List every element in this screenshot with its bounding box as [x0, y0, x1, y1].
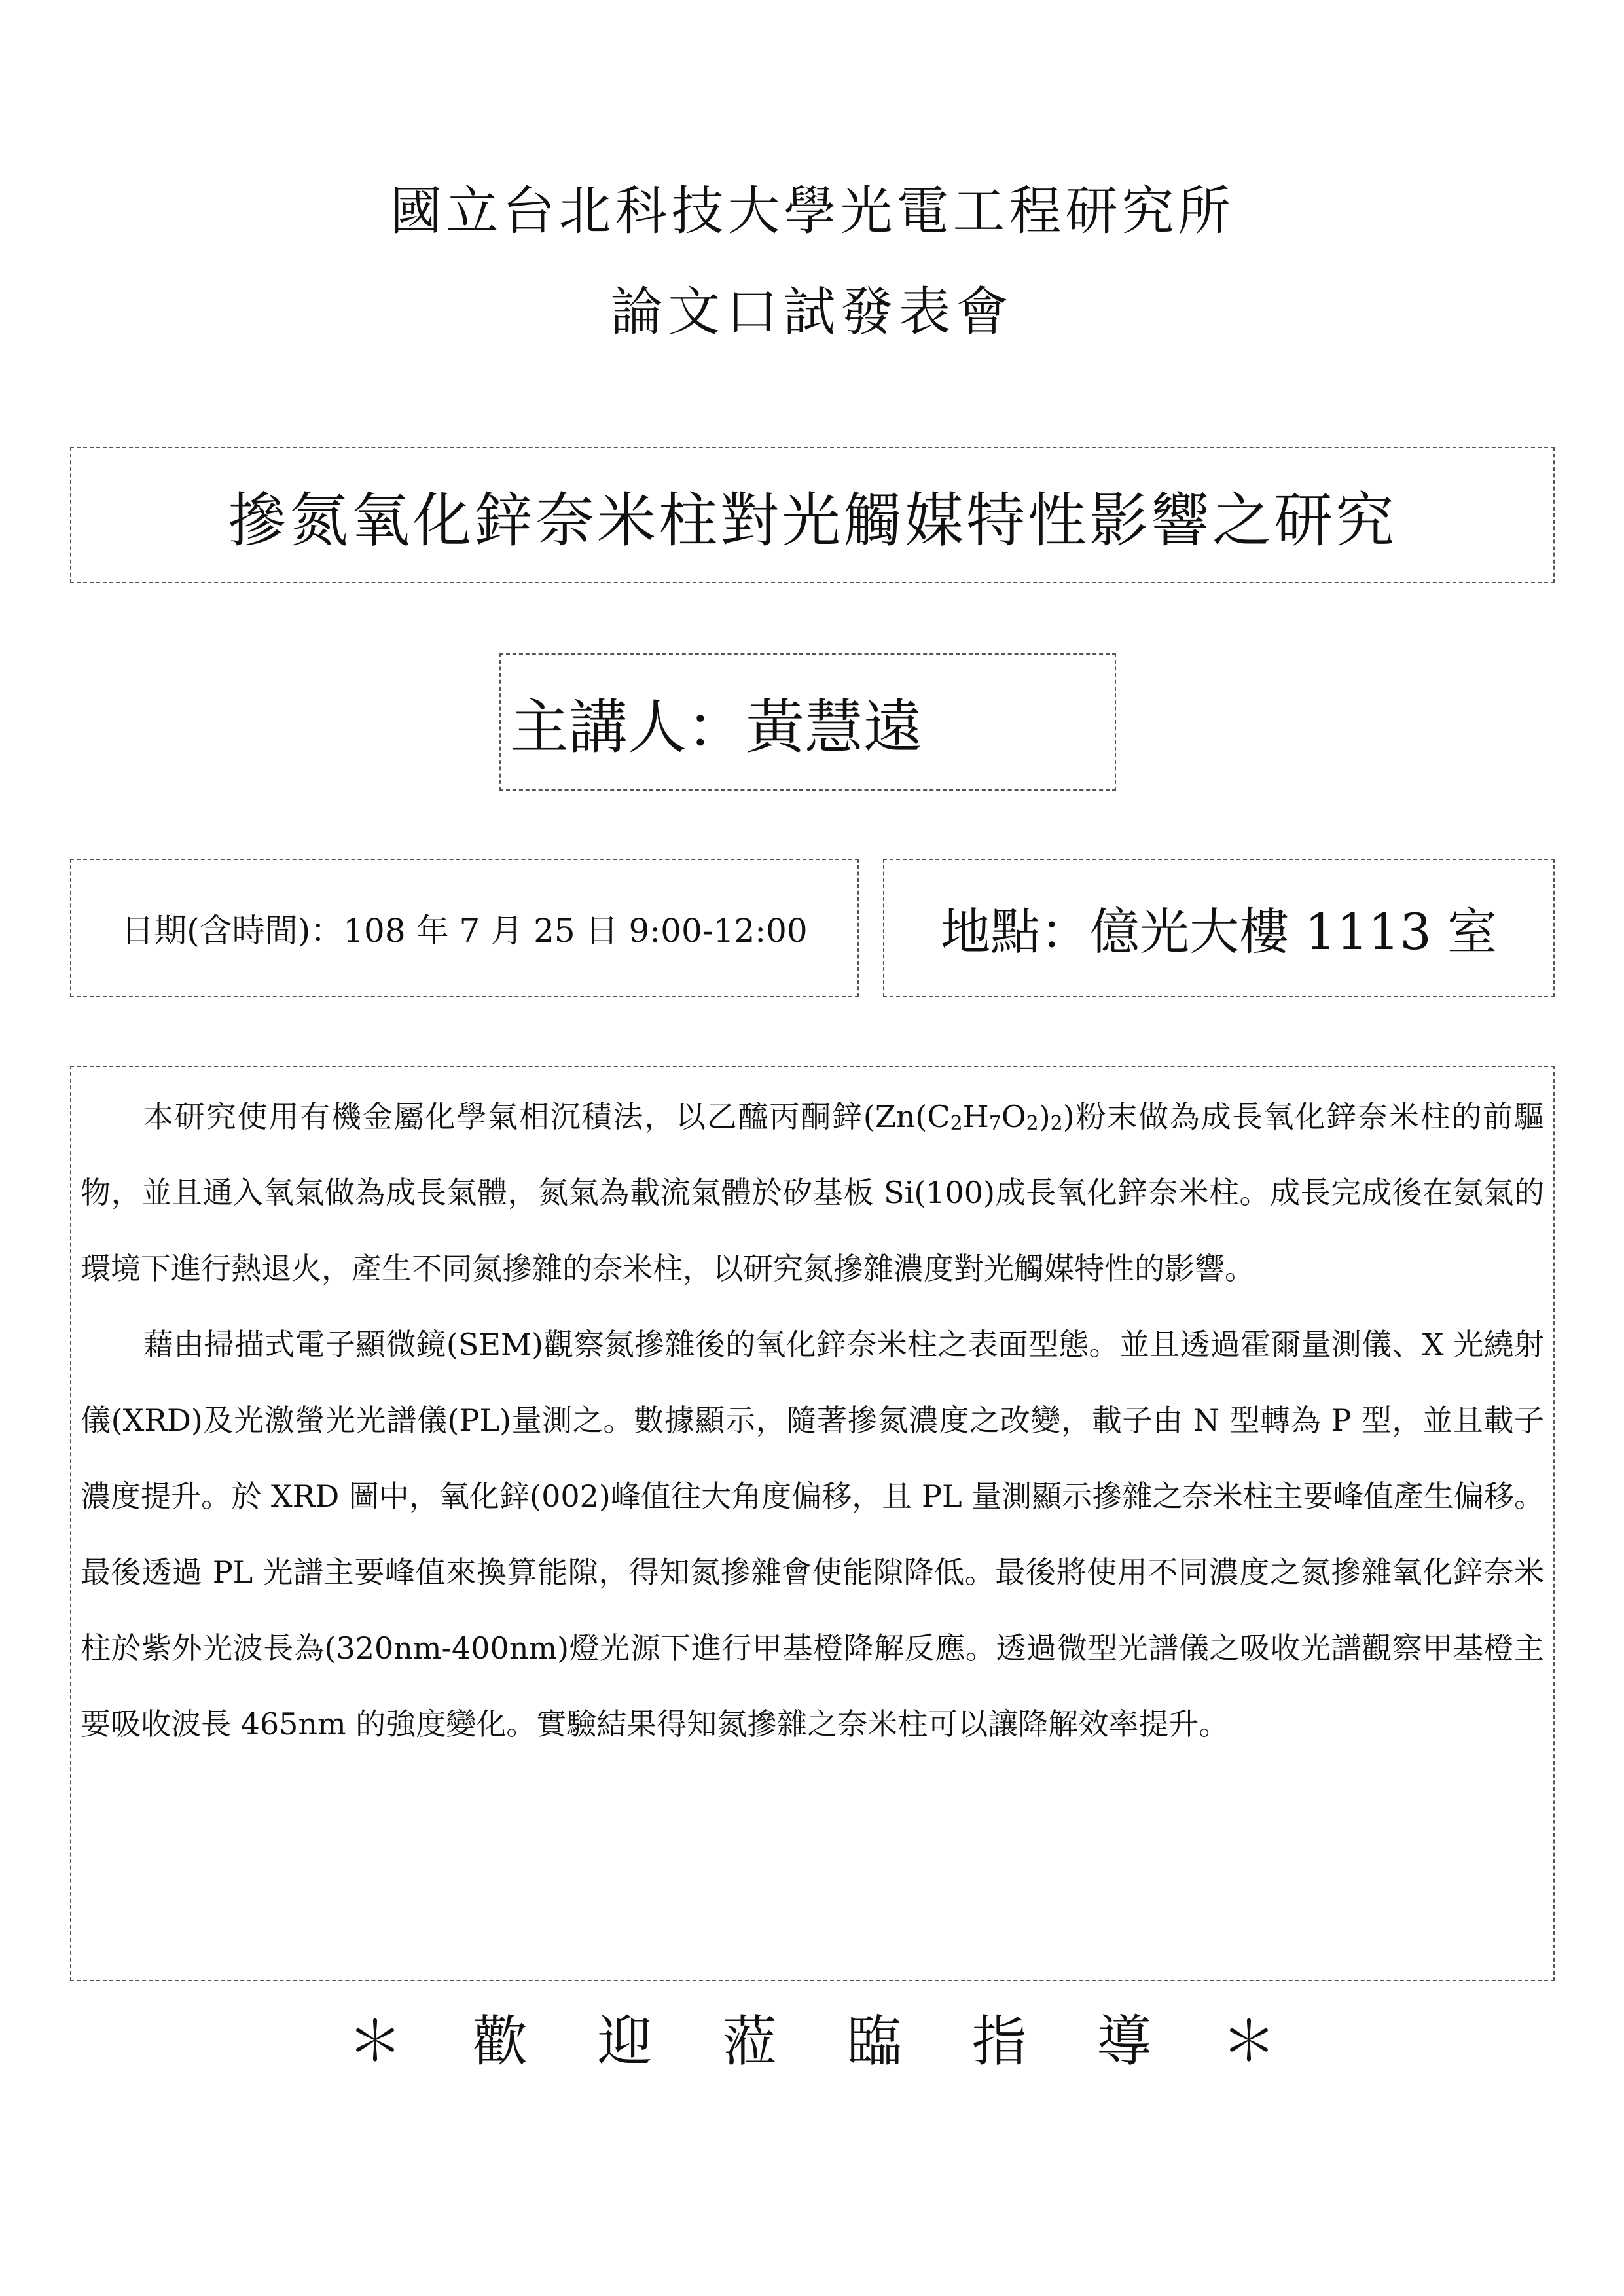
institute-heading: 國立台北科技大學光電工程研究所 — [389, 181, 1235, 242]
location-box — [883, 859, 1555, 997]
abstract-text: O — [1001, 1099, 1026, 1134]
abstract-box — [70, 1066, 1555, 1981]
closing-char: 指 — [971, 2009, 1027, 2073]
closing-char: 臨 — [846, 2009, 902, 2073]
abstract-text: H — [962, 1099, 989, 1134]
abstract-paragraph-1 — [81, 1079, 1544, 1306]
date-time-text: 日期(含時間)：108 年 7 月 25 日 9:00-12:00 — [121, 911, 808, 950]
closing-char: 歡 — [472, 2009, 528, 2073]
closing-line — [0, 1998, 1624, 2077]
speaker-label: 主講人：黃慧遠 — [510, 693, 922, 762]
subscript: 2 — [1026, 1112, 1039, 1135]
abstract-text: ) — [1038, 1099, 1051, 1134]
asterisk-mark: ＊ — [1221, 2009, 1277, 2073]
speaker-box — [499, 653, 1116, 791]
thesis-title-box — [70, 447, 1555, 583]
abstract-text: 本研究使用有機金屬化學氣相沉積法，以乙醯丙酮鋅(Zn(C — [143, 1099, 950, 1134]
asterisk-mark: ＊ — [347, 2009, 403, 2073]
abstract-text: )粉末做為成長氧化鋅奈米柱的前驅物，並且通入氧氣做為成長氣體，氮氣為載流氣體於矽基板 Si(100)成長氧化鋅奈米柱。成長完成後在氨氣的環境下進行熱退火，產生不同氮摻雜的奈米柱，以研究氮摻雜濃度對光觸媒特性的影響。 — [81, 1099, 1544, 1286]
abstract-paragraph-2: 藉由掃描式電子顯微鏡(SEM)觀察氮摻雜後的氧化鋅奈米柱之表面型態。並且透過霍爾量測儀、X 光繞射儀(XRD)及光激螢光光譜儀(PL)量測之。數據顯示，隨著摻氮濃度之改變，載子由 N 型轉為 P 型，並且載子濃度提升。於 XRD 圖中，氧化鋅(002)峰值往大角度偏移，且 PL 量測顯示摻雜之奈米柱主要峰值產生偏移。最後透過 PL 光譜主要峰值來換算能隙，得知氮摻雜會使能隙降低。最後將使用不同濃度之氮摻雜氧化鋅奈米柱於紫外光波長為(320nm-400nm)燈光源下進行甲基橙降解反應。透過微型光譜儀之吸收光譜觀察甲基橙主要吸收波長 465nm 的強度變化。實驗結果得知氮摻雜之奈米柱可以讓降解效率提升。 — [81, 1327, 1544, 1742]
closing-char: 導 — [1096, 2009, 1152, 2073]
subscript: 2 — [1050, 1112, 1063, 1135]
location-text: 地點：億光大樓 1113 室 — [941, 903, 1497, 961]
subscript: 2 — [950, 1112, 963, 1135]
subscript: 7 — [988, 1112, 1001, 1135]
thesis-title: 摻氮氧化鋅奈米柱對光觸媒特性影響之研究 — [228, 486, 1397, 555]
event-heading: 論文口試發表會 — [610, 281, 1014, 342]
closing-char: 迎 — [597, 2009, 653, 2073]
closing-char: 蒞 — [722, 2009, 778, 2073]
date-box — [70, 859, 859, 997]
